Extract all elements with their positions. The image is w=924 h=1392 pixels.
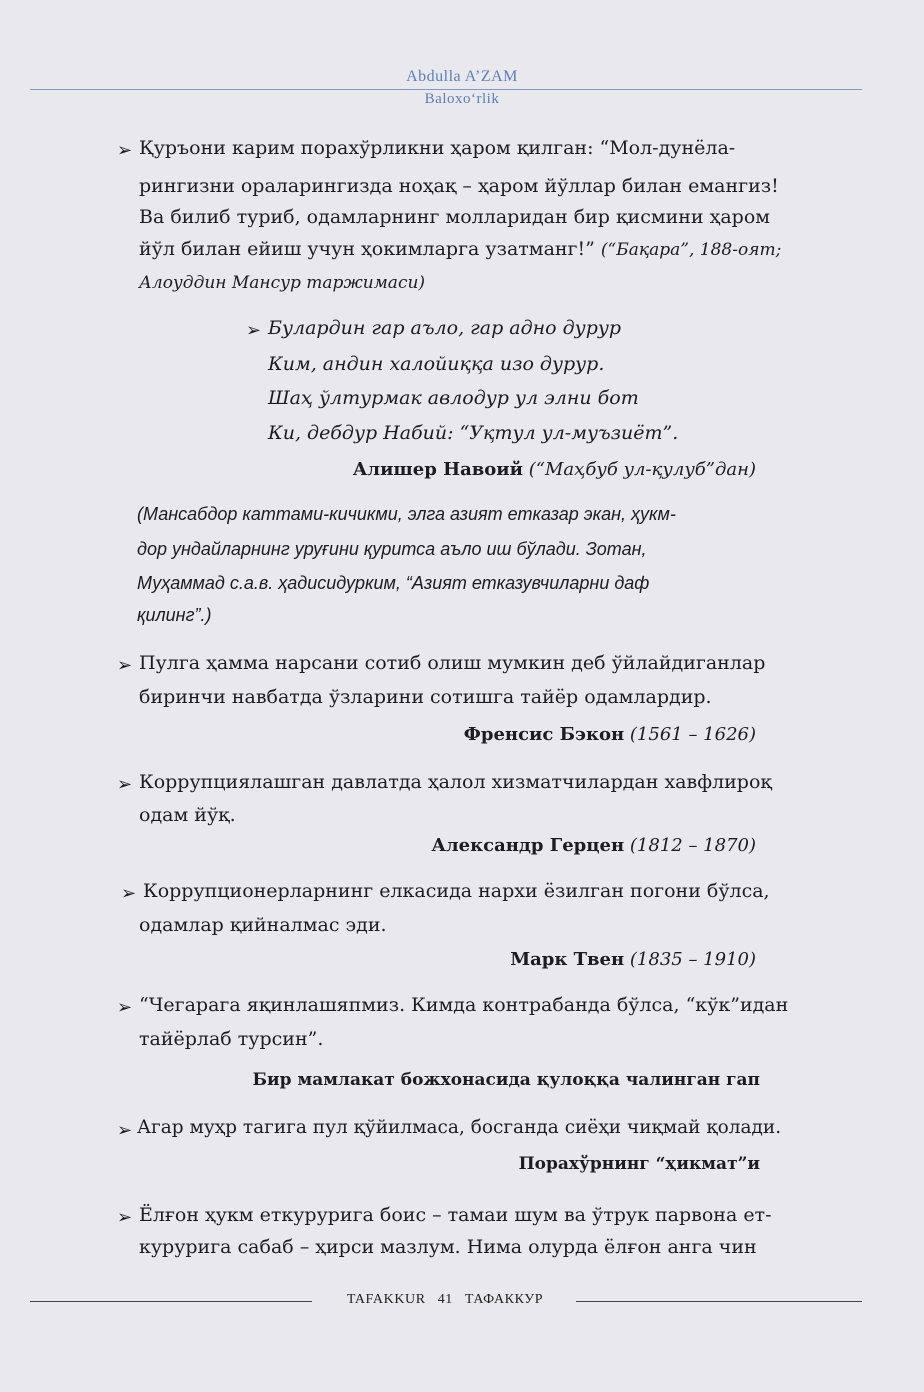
footer-text: [320, 1292, 570, 1308]
footer-rule-left: [30, 1301, 312, 1302]
arrow-bullet-icon: ➢: [117, 140, 133, 161]
quote-5-author: Марк Твен: [510, 949, 625, 970]
arrow-bullet-icon: ➢: [117, 774, 133, 795]
quote-3-years: (1561 – 1626): [629, 724, 756, 745]
arrow-bullet-icon: ➢: [117, 655, 133, 676]
quote-6-line-1: “Чегарага яқинлашяпмиз. Кимда контрабанда бўлса, “кўк”идан: [139, 994, 789, 1016]
footer-rule-right: [576, 1301, 862, 1302]
page-number: 41: [437, 1292, 453, 1307]
verse-line-3: Шаҳ ўлтурмак авлодур ул элни бот: [268, 387, 639, 409]
quote-6-source: Бир мамлакат божхонасида қулоққа чалинган гап: [252, 1070, 760, 1090]
quote-2-work: (“Маҳбуб ул-қулуб”дан): [528, 459, 756, 480]
quote-4-line-1: Коррупциялашган давлатда ҳалол хизматчилардан хавфлироқ: [139, 771, 772, 793]
quote-8-line-2: курурига сабаб – ҳирси мазлум. Нима олурда ёлғон анга чин: [139, 1236, 757, 1258]
quote-4-attribution: [431, 837, 756, 855]
quote-3-line-1: Пулга ҳамма нарсани сотиб олиш мумкин деб ўйлайдиганлар: [139, 652, 766, 674]
quote-2-note-line-3: Муҳаммад с.а.в. ҳадисидурким, “Азият етказувчиларни даф: [137, 573, 650, 593]
quote-1-source-line-2: Алоуддин Мансур таржимаси): [139, 273, 426, 293]
arrow-bullet-icon: ➢: [117, 1207, 133, 1228]
quote-5-attribution: [510, 951, 756, 969]
quote-2-note-line-4: қилинг”.): [137, 605, 212, 625]
footer-right-label: ТАФАККУР: [464, 1292, 544, 1307]
verse-line-4: Ки, дебдур Набий: “Уқтул ул-муъзиёт”.: [268, 422, 679, 444]
quote-3-attribution: [464, 726, 756, 744]
quote-5-line-2: одамлар қийналмас эди.: [139, 914, 387, 936]
quote-1-line-3: Ва билиб туриб, одамларнинг молларидан бир қисмини ҳаром: [139, 206, 771, 228]
quote-4-years: (1812 – 1870): [629, 835, 756, 856]
quote-3-line-2: биринчи навбатда ўзларини сотишга тайёр одамлардир.: [139, 686, 712, 708]
header-rule: [30, 89, 862, 90]
quote-1-line-1: Қуръони карим порахўрликни ҳаром қилган: “Мол-дунёла-: [139, 137, 736, 159]
arrow-bullet-icon: ➢: [121, 883, 137, 904]
quote-4-line-2: одам йўқ.: [139, 804, 236, 826]
verse-line-1: Булардин гар аъло, гар адно дурур: [268, 317, 622, 339]
header-title: Baloxo‘rlik: [424, 91, 500, 107]
verse-line-2: Ким, андин халойиққа изо дурур.: [268, 353, 605, 375]
arrow-bullet-icon: ➢: [117, 1120, 133, 1141]
quote-3-author: Френсис Бэкон: [463, 724, 625, 745]
quote-4-author: Александр Герцен: [431, 835, 625, 856]
quote-2-note-line-2: дор ундайларнинг уруғини қуритса аъло иш бўлади. Зотан,: [137, 539, 647, 559]
quote-7-line-1: Агар муҳр тагига пул қўйилмаса, босганда сиёҳи чиқмай қолади.: [137, 1117, 782, 1138]
header-author: Abdulla A’ZAM: [406, 68, 518, 85]
quote-2-author: Алишер Навоий: [352, 459, 523, 480]
arrow-bullet-icon: ➢: [246, 320, 262, 341]
quote-1-source: (“Бақара”, 188-оят;: [600, 240, 782, 260]
quote-5-years: (1835 – 1910): [629, 949, 756, 970]
quote-7-source: Порахўрнинг “ҳикмат”и: [518, 1154, 760, 1174]
quote-8-line-1: Ёлғон ҳукм еткурурига боис – тамаи шум ва ўтрук парвона ет-: [139, 1204, 772, 1226]
quote-6-line-2: тайёрлаб турсин”.: [139, 1028, 324, 1050]
quote-1-line-4-text: йўл билан ейиш учун ҳокимларга узатманг!”: [139, 238, 595, 260]
arrow-bullet-icon: ➢: [117, 997, 133, 1018]
quote-5-line-1: Коррупционерларнинг елкасида нархи ёзилган погони бўлса,: [143, 880, 770, 902]
quote-2-note-line-1: (Мансабдор каттами-кичикми, элга азият етказар экан, ҳукм-: [137, 504, 676, 524]
quote-1-line-2: рингизни ораларингизда ноҳақ – ҳаром йўллар билан емангиз!: [139, 175, 779, 197]
page-footer: [0, 1292, 924, 1312]
footer-left-label: TAFAKKUR: [346, 1292, 426, 1307]
quote-2-attribution: [353, 461, 756, 479]
quote-1-line-4: [139, 240, 781, 259]
